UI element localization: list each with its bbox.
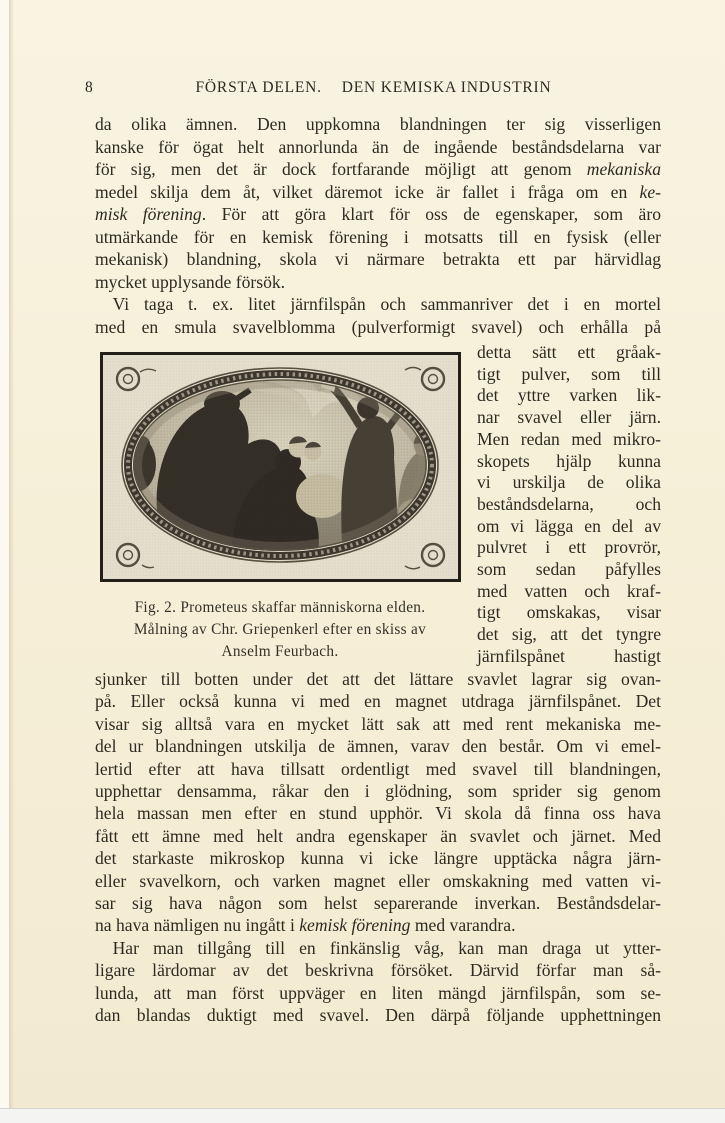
text-line [477, 494, 661, 516]
text-line [477, 516, 661, 538]
page-number: 8 [85, 79, 94, 96]
text-segment: Fig. 2. Prometeus skaffar människorna elden. [134, 599, 426, 616]
text-line [95, 825, 661, 847]
text-line [95, 982, 661, 1004]
text-line [95, 758, 661, 780]
text-line [477, 472, 661, 494]
text-segment: med vatten och kraf- [477, 580, 661, 601]
text-segment: na hava nämligen nu ingått i [95, 915, 300, 936]
figure-caption [95, 597, 465, 663]
text-line [95, 271, 661, 294]
text-segment: Har man tillgång till en finkänslig våg, kan man draga ut ytter- [95, 937, 661, 958]
text-line [95, 914, 661, 936]
body-text-bottom [95, 668, 661, 1027]
text-line [477, 537, 661, 559]
text-line [95, 641, 465, 663]
scan-edge-left [0, 0, 9, 1109]
text-line [95, 113, 661, 136]
text-segment: da olika ämnen. Den uppkomna blandningen ter sig visserligen [95, 114, 661, 134]
text-segment: vi urskilja de olika [477, 472, 661, 493]
text-line [95, 870, 661, 892]
text-line [95, 158, 661, 181]
text-segment: Vi taga t. ex. litet järnfilspån och sammanriver det i en mortel [95, 294, 661, 314]
text-segment: fått ett ämne med helt andra egenskaper än svavlet och järnet. Med [95, 825, 661, 846]
text-segment: detta sätt ett gråak- [477, 342, 661, 362]
figure-prometheus [100, 352, 461, 582]
text-segment: misk förening [95, 204, 202, 224]
text-line [95, 248, 661, 271]
text-segment: skopets hjälp kunna [477, 450, 661, 471]
text-line [477, 364, 661, 386]
text-segment: Men redan med mikro- [477, 428, 661, 449]
text-line [477, 602, 661, 624]
text-line [95, 136, 661, 159]
text-segment: tigt pulver, som till [477, 363, 661, 384]
text-segment: hela massan men efter en stund upphör. Vi skola då finna oss hava [95, 803, 661, 824]
text-segment: utmärkande för en kemisk förening i motsatts till en fysisk (eller [95, 226, 661, 247]
text-line [95, 847, 661, 869]
text-segment: tigt omskakas, visar [477, 602, 661, 623]
page-header [85, 79, 662, 101]
text-segment: ke- [639, 181, 661, 202]
running-header-left: FÖRSTA DELEN. [195, 79, 322, 96]
scan-edge-bottom [0, 1108, 725, 1123]
text-segment: beståndsdelarna, och [477, 493, 661, 514]
text-line [95, 892, 661, 914]
text-segment: pulvret i ett provrör, [477, 537, 661, 558]
text-segment: järnfilspånet hastigt [477, 645, 661, 666]
text-segment: kemisk förening [299, 915, 411, 936]
text-segment: lunda, att man först uppväger en liten mängd järnfilspån, som se- [95, 982, 661, 1003]
text-line [95, 690, 661, 712]
text-line [477, 451, 661, 473]
text-line [95, 293, 661, 316]
text-segment: som sedan påfylles [477, 559, 661, 580]
text-line [477, 559, 661, 581]
text-line [95, 1004, 661, 1026]
body-text-column [477, 342, 661, 668]
text-segment: mycket upplysande försök. [95, 271, 286, 292]
text-segment: kanske för ögat helt annorlunda än de ingående beståndsdelarna var [95, 136, 661, 157]
text-segment: nar svavel eller järn. [477, 407, 661, 428]
text-segment: mekaniska [586, 159, 661, 179]
text-line [477, 624, 661, 646]
text-segment: lertid efter att hava tillsatt ordentligt med svavel till blandningen, [95, 758, 661, 779]
text-line [95, 203, 661, 226]
text-segment: eller svavelkorn, och varken magnet eller omskakning med vatten vi- [95, 870, 661, 891]
text-segment: del ur blandningen utskilja de ämnen, varav den består. Om vi emel- [95, 736, 661, 757]
text-segment: upphettar densamma, råkar den i glödning, som sprider sig genom [95, 781, 661, 802]
text-line [477, 646, 661, 668]
text-segment: ligare lärdomar av det beskrivna försöket. Därvid förfar man så- [95, 960, 661, 981]
text-segment: visar sig alltså vara en mycket lätt sak att med rent mekaniska me- [95, 713, 661, 734]
text-segment: Anselm Feurbach. [221, 643, 339, 660]
text-segment: för sig, men det är dock fortfarande möjligt att genom [95, 159, 587, 179]
text-segment: . För att göra klart för oss de egenskaper, som äro [201, 204, 661, 224]
text-segment: medel skilja dem åt, vilket däremot icke är fallet i fråga om en [95, 181, 640, 202]
text-segment: med en smula svavelblomma (pulverformigt svavel) och erhålla på [95, 316, 661, 337]
body-text-top [95, 113, 661, 338]
text-segment: med varandra. [410, 915, 516, 936]
running-header [85, 79, 662, 97]
text-segment: sar sig hava någon som helst separerande inverkan. Beståndsdelar- [95, 893, 661, 914]
text-line [95, 597, 465, 619]
text-line [477, 581, 661, 603]
text-segment: det sig, att det tyngre [477, 624, 661, 645]
text-line [95, 713, 661, 735]
text-segment: sjunker till botten under det att det lättare svavlet lagrar sig ovan- [95, 669, 661, 689]
prometheus-painting-image [100, 352, 461, 582]
text-line [95, 181, 661, 204]
text-segment: på. Eller också kunna vi med en magnet utdraga järnfilspånet. Det [95, 691, 661, 712]
text-line [95, 802, 661, 824]
text-line [95, 780, 661, 802]
text-line [477, 385, 661, 407]
text-line [477, 407, 661, 429]
text-line [95, 668, 661, 690]
scan-edge-shadow [9, 0, 14, 1109]
text-line [477, 342, 661, 364]
running-header-right: DEN KEMISKA INDUSTRIN [341, 79, 552, 96]
text-segment: Målning av Chr. Griepenkerl efter en skiss av [133, 621, 427, 638]
text-line [95, 316, 661, 339]
text-segment: dan blandas duktigt med svavel. Den därpå följande upphettningen [95, 1005, 661, 1026]
text-line [95, 226, 661, 249]
text-segment: det starkaste mikroskop kunna vi icke längre upptäcka några järn- [95, 848, 661, 869]
text-segment: det yttre varken lik- [477, 385, 661, 406]
text-line [477, 429, 661, 451]
text-segment: mekanisk) blandning, skola vi närmare betrakta ett par härvidlag [95, 249, 661, 269]
text-line [95, 735, 661, 757]
text-line [95, 619, 465, 641]
text-segment: om vi lägga en del av [477, 515, 661, 536]
text-line [95, 937, 661, 959]
text-line [95, 959, 661, 981]
